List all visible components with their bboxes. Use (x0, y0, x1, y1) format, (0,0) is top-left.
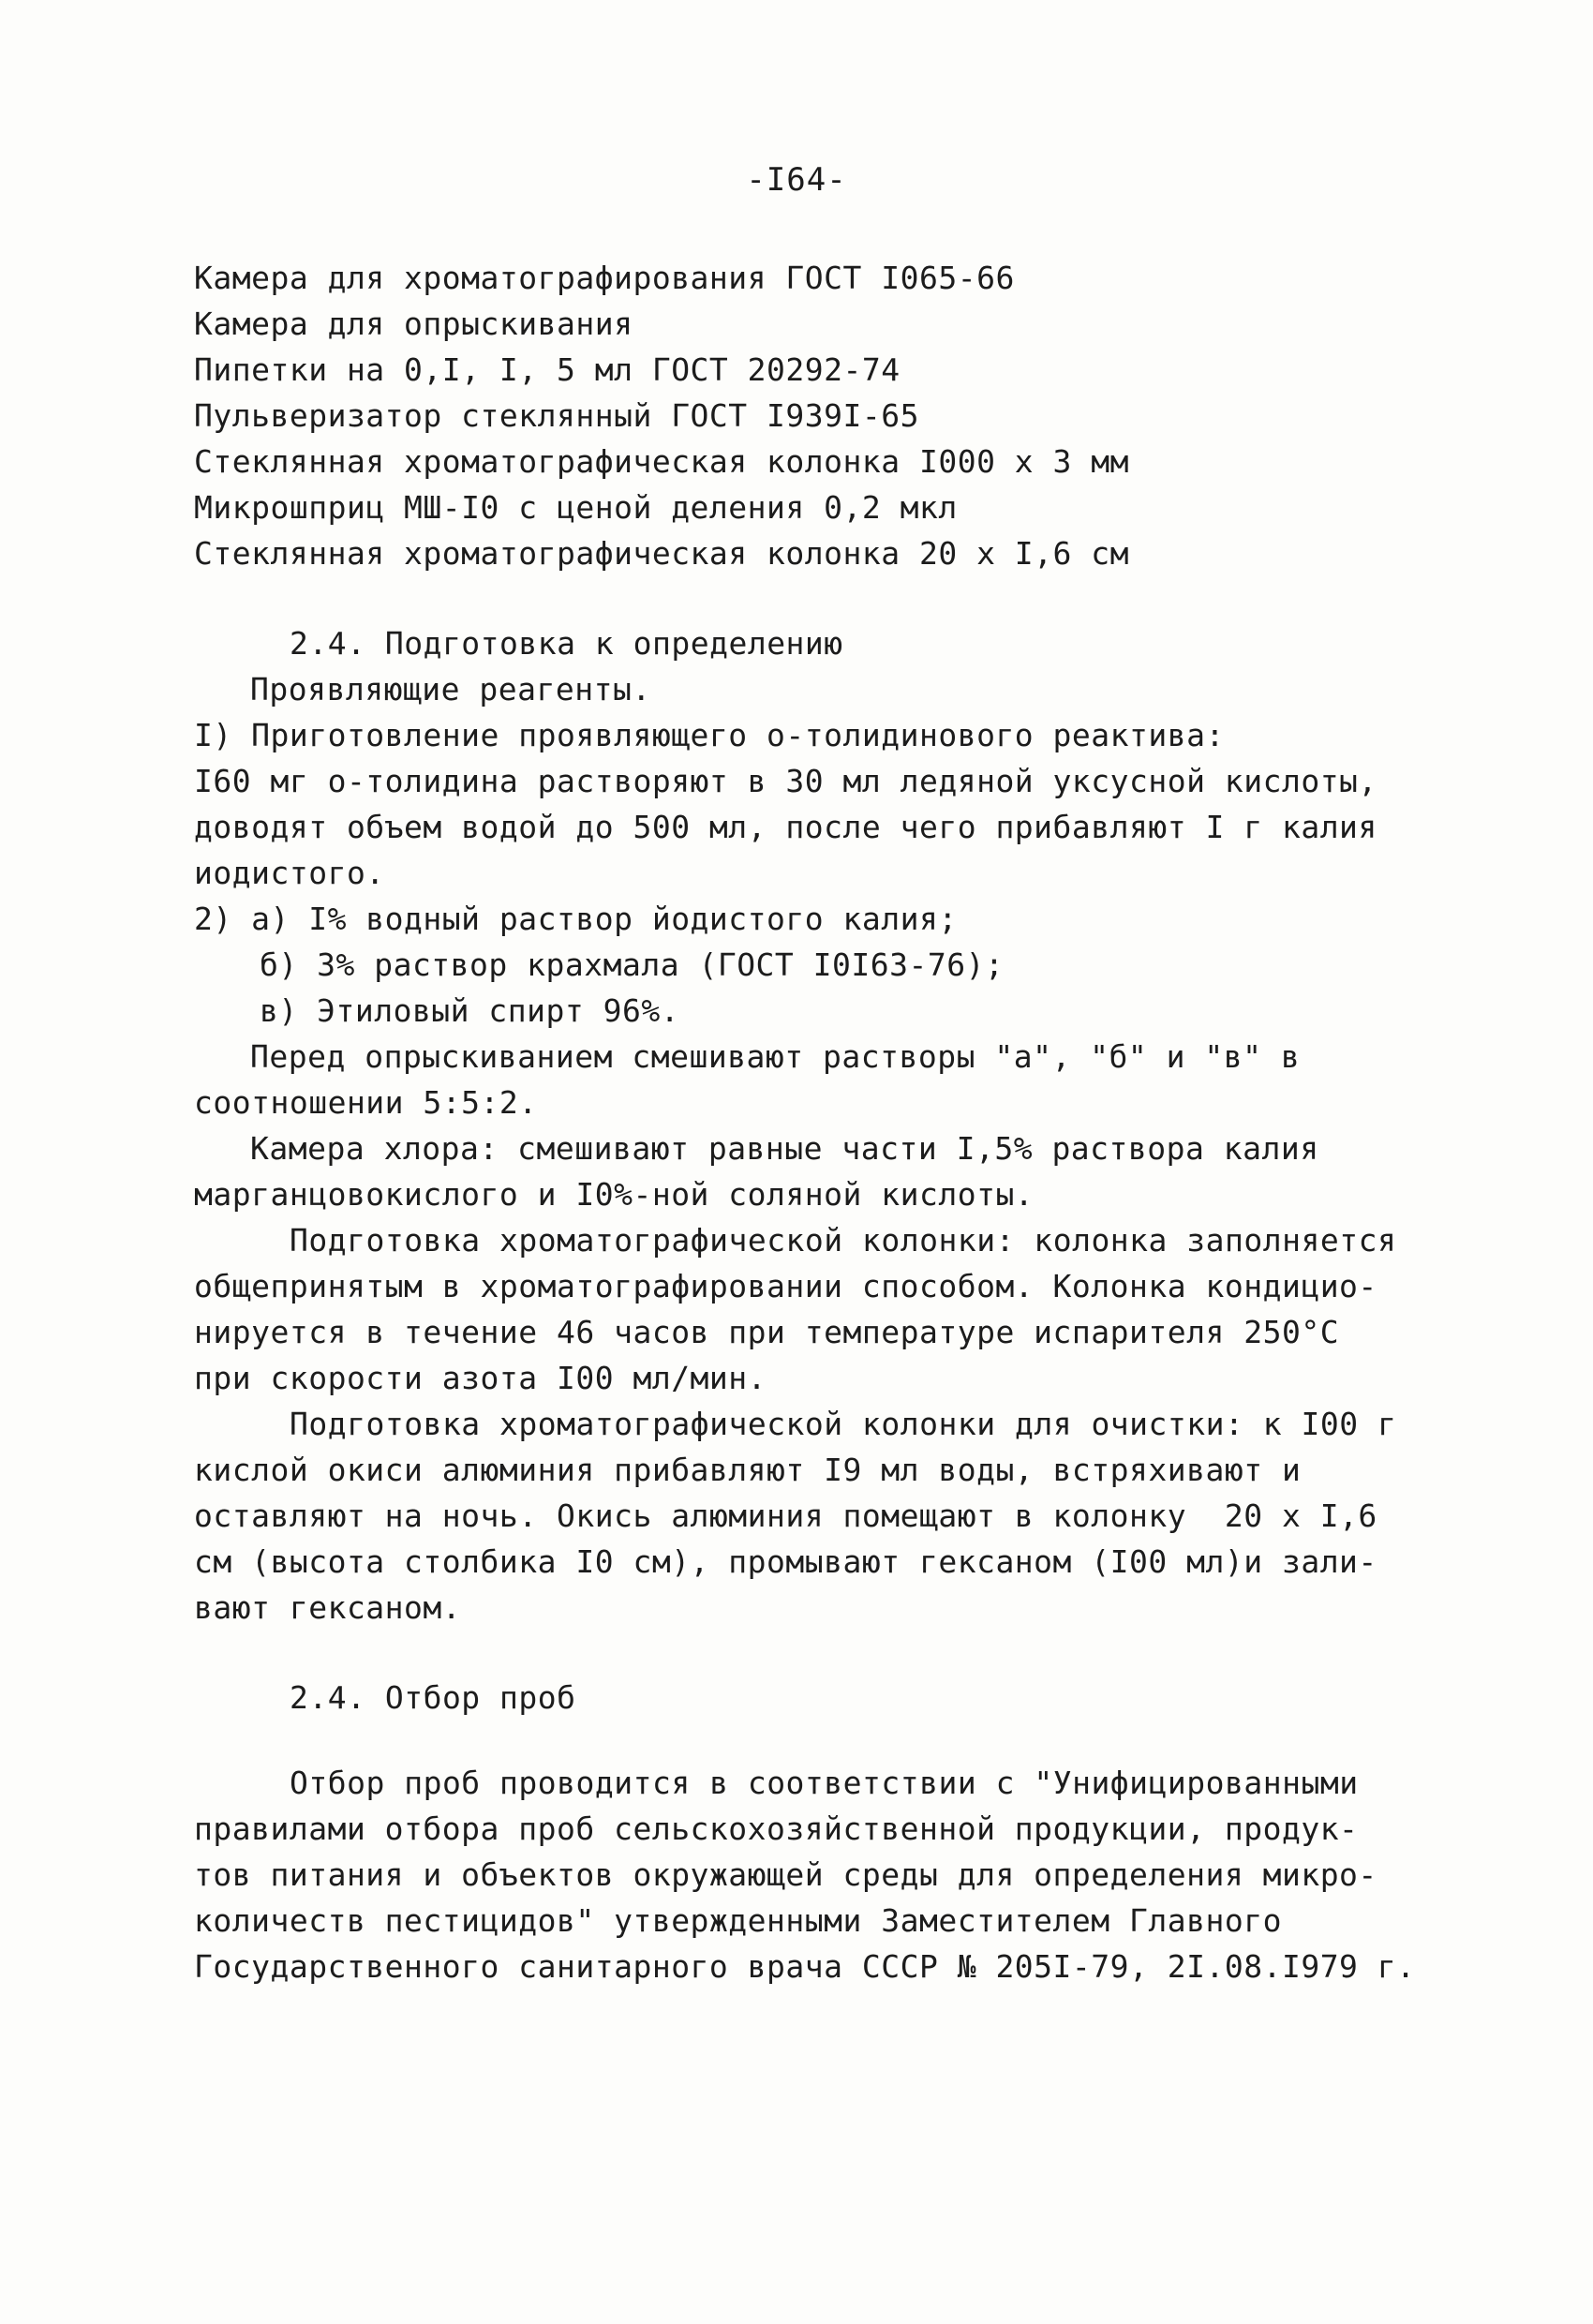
paragraph-line: правилами отбора проб сельскохозяйственной продукции, продук- (194, 1810, 1359, 1847)
paragraph-line: Государственного санитарного врача СССР № 205I-79, 2I.08.I979 г. (194, 1948, 1416, 1985)
paragraph-line: нируется в течение 46 часов при температуре испарителя 250°С (194, 1314, 1340, 1350)
equipment-item: Стеклянная хроматографическая колонка I000 х 3 мм (194, 443, 1130, 480)
equipment-item: Камера для опрыскивания (194, 305, 633, 342)
equipment-item: Пульверизатор стеклянный ГОСТ I939I-65 (194, 397, 919, 434)
section-heading-sampling: 2.4. Отбор проб (290, 1679, 576, 1716)
item1-title: I) Приготовление проявляющего о-толидинового реактива: (194, 717, 1225, 753)
paragraph-line: оставляют на ночь. Окись алюминия помещают в колонку 20 х I,6 (194, 1497, 1377, 1534)
equipment-item: Пипетки на 0,I, I, 5 мл ГОСТ 20292-74 (194, 351, 901, 388)
equipment-list (194, 255, 1431, 576)
paragraph-line: кислой окиси алюминия прибавляют I9 мл воды, встряхивают и (194, 1452, 1302, 1488)
paragraph-line: доводят объем водой до 500 мл, после чего прибавляют I г калия (194, 809, 1377, 845)
paragraph-line: вают гексаном. (194, 1589, 462, 1626)
paragraph-line: Камера хлора: смешивают равные части I,5% раствора калия (250, 1130, 1319, 1167)
equipment-item: Камера для хроматографирования ГОСТ I065-66 (194, 260, 1015, 296)
spacer (194, 1631, 1431, 1675)
paragraph-line: иодистого. (194, 855, 385, 891)
item2-a: 2) а) I% водный раствор йодистого калия; (194, 901, 958, 937)
item2-c: в) Этиловый спирт 96%. (260, 992, 680, 1029)
paragraph-line: марганцовокислого и I0%-ной соляной кислоты. (194, 1176, 1035, 1213)
paragraph-line: тов питания и объектов окружающей среды для определения микро- (194, 1856, 1377, 1893)
paragraph-line: соотношении 5:5:2. (194, 1084, 538, 1121)
paragraph-line: Отбор проб проводится в соответствии с "Унифицированными (290, 1765, 1359, 1801)
paragraph-line: при скорости азота I00 мл/мин. (194, 1360, 767, 1396)
page-number: -I64- (746, 161, 847, 199)
equipment-item: Микрошприц МШ-I0 с ценой деления 0,2 мкл (194, 489, 958, 526)
document-body (194, 255, 1431, 1989)
paragraph-line: см (высота столбика I0 см), промывают гексаном (I00 мл)и зали- (194, 1543, 1377, 1580)
section-preparation (194, 620, 1431, 1631)
subheading-reagents: Проявляющие реагенты. (250, 671, 651, 708)
paragraph-line: Перед опрыскиванием смешивают растворы "а", "б" и "в" в (250, 1038, 1301, 1075)
section-sampling (194, 1675, 1431, 1989)
equipment-item: Стеклянная хроматографическая колонка 20 х I,6 см (194, 535, 1130, 572)
spacer (194, 1721, 1431, 1760)
item2-b: б) 3% раствор крахмала (ГОСТ I0I63-76); (260, 946, 1005, 983)
paragraph-line: общепринятым в хроматографировании способом. Колонка кондицио- (194, 1268, 1377, 1304)
paragraph-line: Подготовка хроматографической колонки для очистки: к I00 г (290, 1406, 1397, 1442)
paragraph-line: I60 мг о-толидина растворяют в 30 мл ледяной уксусной кислоты, (194, 763, 1377, 799)
spacer (194, 576, 1431, 620)
section-heading-preparation: 2.4. Подготовка к определению (290, 625, 843, 662)
paragraph-line: количеств пестицидов" утвержденными Заместителем Главного (194, 1902, 1282, 1939)
paragraph-line: Подготовка хроматографической колонки: колонка заполняется (290, 1222, 1397, 1259)
